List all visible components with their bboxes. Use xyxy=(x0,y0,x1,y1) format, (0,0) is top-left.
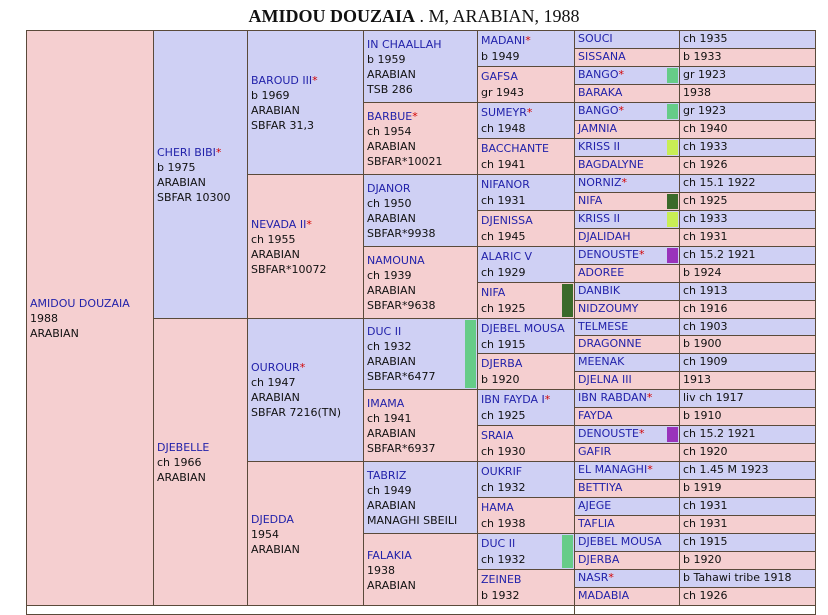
ancestor-name-link[interactable]: IBN FAYDA I xyxy=(481,393,545,407)
ancestor-cell-nevada-ii xyxy=(247,174,364,319)
ancestor-name-link[interactable]: TAFLIA xyxy=(578,517,615,531)
ancestor-cell-duc-ii xyxy=(477,533,575,570)
ancestor-info-line: ch 1931 xyxy=(481,193,526,207)
ancestor-cell-djerba xyxy=(574,551,680,570)
ancestor-info: ch 1920 xyxy=(683,445,728,459)
ancestor-info-cell xyxy=(679,461,816,480)
ancestor-info-cell xyxy=(679,353,816,372)
ancestor-name-link[interactable]: NIFA xyxy=(481,285,506,299)
star-marker: * xyxy=(312,73,318,87)
ancestor-cell-ibn-rabdan xyxy=(574,389,680,408)
ancestor-name-link[interactable]: NEVADA II xyxy=(251,217,307,231)
ancestor-info-cell xyxy=(679,138,816,157)
ancestor-info-line: ch 1932 xyxy=(481,553,526,567)
ancestor-info-line: SBFAR*6937 xyxy=(367,442,436,456)
ancestor-name-link[interactable]: OUKRIF xyxy=(481,465,523,479)
ancestor-name-link[interactable]: NAMOUNA xyxy=(367,253,425,267)
ancestor-info-line: ch 1955 xyxy=(251,232,296,246)
ancestor-cell-baroud-iii xyxy=(247,30,364,175)
ancestor-name-link[interactable]: SUMEYR xyxy=(481,105,527,119)
ancestor-info: ch 1903 xyxy=(683,319,728,333)
ancestor-name-link[interactable]: IMAMA xyxy=(367,397,405,411)
ancestor-cell-cheri-bibi xyxy=(153,30,248,319)
ancestor-name-link[interactable]: DJANOR xyxy=(367,181,411,195)
ancestor-name-link[interactable]: BAROUD III xyxy=(251,73,313,87)
ancestor-info-line: ARABIAN xyxy=(367,139,416,153)
ancestor-info: liv ch 1917 xyxy=(683,391,744,405)
ancestor-name-link[interactable]: BARBUE xyxy=(367,109,413,123)
ancestor-info-line: ch 1947 xyxy=(251,376,296,390)
ancestor-info-line: ch 1915 xyxy=(481,337,526,351)
ancestor-info-line: ARABIAN xyxy=(251,542,300,556)
ancestor-info-line: ARABIAN xyxy=(367,283,416,297)
ancestor-name-link[interactable]: SRAIA xyxy=(481,429,514,443)
ancestor-info-cell xyxy=(679,407,816,426)
star-marker: * xyxy=(412,109,418,123)
ancestor-info-line: SBFAR*9638 xyxy=(367,298,436,312)
ancestor-name-link[interactable]: AJEGE xyxy=(578,499,612,513)
horse-details-title: . M, ARABIAN, 1988 xyxy=(414,6,580,26)
ancestor-cell-bacchante xyxy=(477,138,575,175)
ancestor-info: 1938 xyxy=(683,85,711,99)
ancestor-cell-zeineb xyxy=(477,569,575,606)
ancestor-cell-djanor xyxy=(363,174,478,247)
ancestor-cell-ourour xyxy=(247,318,364,463)
ancestor-info-line: ch 1941 xyxy=(481,157,526,171)
ancestor-name-link[interactable]: GAFIR xyxy=(578,445,612,459)
ancestor-name-link[interactable]: NASR xyxy=(578,571,609,585)
ancestor-cell-barbue xyxy=(363,102,478,175)
ancestor-info-line: ch 1945 xyxy=(481,229,526,243)
ancestor-name-link[interactable]: DJEBEL MOUSA xyxy=(481,321,565,335)
ancestor-info: ch 1926 xyxy=(683,157,728,171)
ancestor-info-cell xyxy=(679,210,816,229)
ancestor-info: b 1933 xyxy=(683,49,722,63)
ancestor-name-link[interactable]: DRAGONNE xyxy=(578,337,642,351)
ancestor-info-line: ARABIAN xyxy=(367,211,416,225)
ancestor-info: ch 1940 xyxy=(683,121,728,135)
ancestor-name-link[interactable]: TELMESE xyxy=(578,319,629,333)
ancestor-info: ch 1933 xyxy=(683,211,728,225)
ancestor-cell-djebelle xyxy=(153,318,248,607)
ancestor-info-line: ARABIAN xyxy=(367,499,416,513)
ancestor-info-line: ch 1954 xyxy=(367,124,412,138)
ancestor-cell-ajege xyxy=(574,497,680,516)
ancestor-info-line: ch 1948 xyxy=(481,121,526,135)
ancestor-cell-fayda xyxy=(574,407,680,426)
ancestor-name-link[interactable]: DUC II xyxy=(481,537,516,551)
ancestor-cell-falakia xyxy=(363,533,478,606)
pedigree-table xyxy=(26,0,815,605)
star-marker: * xyxy=(639,247,645,261)
ancestor-info-line: 1988 xyxy=(30,312,58,325)
ancestor-info-line: ch 1925 xyxy=(481,301,526,315)
ancestor-info-line: ARABIAN xyxy=(367,427,416,441)
ancestor-info-line: SBFAR 10300 xyxy=(157,190,231,204)
ancestor-info: ch 1935 xyxy=(683,32,728,45)
ancestor-cell-kriss-ii xyxy=(574,138,680,157)
ancestor-info-cell xyxy=(679,587,816,606)
ancestor-info-cell xyxy=(679,551,816,570)
ancestor-info-cell xyxy=(679,533,816,552)
ancestor-info: ch 1909 xyxy=(683,355,728,369)
ancestor-info: ch 15.2 1921 xyxy=(683,247,756,261)
ancestor-cell-djalidah xyxy=(574,228,680,247)
ancestor-cell-sissana xyxy=(574,48,680,67)
ancestor-info-line: ch 1932 xyxy=(481,481,526,495)
ancestor-cell-djelna-iii xyxy=(574,371,680,390)
ancestor-info-line: SBFAR 31,3 xyxy=(251,118,315,132)
ancestor-info-line: b 1975 xyxy=(157,160,196,174)
ancestor-name-link[interactable]: MEENAK xyxy=(578,355,625,369)
ancestor-cell-bettiya xyxy=(574,479,680,498)
star-marker: * xyxy=(639,427,645,441)
ancestor-cell-in-chaallah xyxy=(363,30,478,103)
ancestor-info-cell xyxy=(679,515,816,534)
inbreeding-marker-icon xyxy=(667,248,678,263)
ancestor-info: ch 1931 xyxy=(683,229,728,243)
ancestor-info-line: ch 1929 xyxy=(481,265,526,279)
ancestor-info: ch 1925 xyxy=(683,193,728,207)
ancestor-cell-norniz xyxy=(574,174,680,193)
ancestor-info-line: ch 1939 xyxy=(367,268,412,282)
inbreeding-marker-icon xyxy=(667,427,678,442)
star-marker: * xyxy=(608,571,614,585)
ancestor-info-cell xyxy=(679,120,816,139)
ancestor-name-link[interactable]: DJEDDA xyxy=(251,512,294,526)
star-marker: * xyxy=(526,105,533,119)
ancestor-name-link[interactable]: SOUCI xyxy=(578,32,613,45)
ancestor-name-link[interactable]: FALAKIA xyxy=(367,548,412,562)
ancestor-name-link[interactable]: DJENISSA xyxy=(481,213,533,227)
ancestor-info: ch 1933 xyxy=(683,139,728,153)
next-section-strip xyxy=(574,605,816,615)
ancestor-name-link[interactable]: MADANI xyxy=(481,34,526,47)
ancestor-info-cell xyxy=(679,443,816,462)
ancestor-name-link[interactable]: DJERBA xyxy=(481,357,523,371)
ancestor-cell-djebel-mousa xyxy=(477,318,575,355)
ancestor-info-line: b 1959 xyxy=(367,52,406,66)
ancestor-name-link[interactable]: DENOUSTE xyxy=(578,247,640,261)
ancestor-info-cell xyxy=(679,389,816,408)
ancestor-info-cell xyxy=(679,318,816,337)
ancestor-info-line: ch 1925 xyxy=(481,409,526,423)
ancestor-name-link[interactable]: BETTIYA xyxy=(578,481,623,495)
ancestor-info: gr 1923 xyxy=(683,67,726,81)
star-marker: * xyxy=(306,217,312,231)
ancestor-cell-hama xyxy=(477,497,575,534)
ancestor-info-line: ch 1938 xyxy=(481,517,526,531)
ancestor-cell-namouna xyxy=(363,246,478,319)
ancestor-info-cell xyxy=(679,156,816,175)
ancestor-cell-ibn-fayda-i xyxy=(477,389,575,426)
ancestor-info: ch 1.45 M 1923 xyxy=(683,463,769,477)
ancestor-info-line: TSB 286 xyxy=(367,82,413,96)
star-marker: * xyxy=(647,463,653,477)
ancestor-name-link[interactable]: ADOREE xyxy=(578,265,625,279)
ancestor-name-link[interactable]: OUROUR xyxy=(251,361,300,375)
inbreeding-marker-icon xyxy=(667,212,678,227)
ancestor-name-link[interactable]: DANBIK xyxy=(578,283,621,297)
ancestor-name-link[interactable]: NIDZOUMY xyxy=(578,301,639,315)
ancestor-info-cell xyxy=(679,102,816,121)
ancestor-info-cell xyxy=(679,48,816,67)
ancestor-info-cell xyxy=(679,425,816,444)
ancestor-cell-el-managhi xyxy=(574,461,680,480)
ancestor-name-link[interactable]: BAGDALYNE xyxy=(578,157,644,171)
ancestor-info: gr 1923 xyxy=(683,103,726,117)
ancestor-info-line: ARABIAN xyxy=(30,327,79,340)
next-section-strip xyxy=(26,605,575,615)
ancestor-info: ch 15.1 1922 xyxy=(683,175,756,189)
inbreeding-marker-icon xyxy=(562,535,573,568)
ancestor-info-cell xyxy=(679,335,816,354)
ancestor-info: ch 1913 xyxy=(683,283,728,297)
ancestor-info-line: ch 1941 xyxy=(367,412,412,426)
ancestor-cell-denouste xyxy=(574,246,680,265)
ancestor-cell-bango xyxy=(574,102,680,121)
ancestor-cell-baraka xyxy=(574,84,680,103)
ancestor-cell-tabriz xyxy=(363,461,478,534)
ancestor-info: ch 1915 xyxy=(683,535,728,549)
ancestor-name-link[interactable]: GAFSA xyxy=(481,69,518,83)
ancestor-info-line: SBFAR*9938 xyxy=(367,226,436,240)
ancestor-name-link[interactable]: JAMNIA xyxy=(578,121,618,135)
ancestor-cell-bagdalyne xyxy=(574,156,680,175)
ancestor-info-line: MANAGHI SBEILI xyxy=(367,514,458,528)
ancestor-info-line: SBFAR*10072 xyxy=(251,262,327,276)
ancestor-name-link[interactable]: FAYDA xyxy=(578,409,613,423)
ancestor-info-cell xyxy=(679,246,816,265)
ancestor-name-link[interactable]: DJERBA xyxy=(578,553,620,567)
ancestor-name-link[interactable]: AMIDOU DOUZAIA xyxy=(30,297,130,310)
star-marker: * xyxy=(621,175,628,189)
ancestor-info-line: b 1949 xyxy=(481,50,520,63)
ancestor-info-cell xyxy=(679,192,816,211)
ancestor-info: ch 1931 xyxy=(683,499,728,513)
ancestor-cell-duc-ii xyxy=(363,318,478,391)
ancestor-cell-nifa xyxy=(477,282,575,319)
ancestor-info-cell xyxy=(679,30,816,49)
ancestor-info-line: ARABIAN xyxy=(251,103,300,117)
ancestor-name-link[interactable]: DUC II xyxy=(367,325,402,339)
ancestor-name-link[interactable]: BANGO xyxy=(578,67,619,81)
star-marker: * xyxy=(618,67,624,81)
ancestor-name-link[interactable]: NIFANOR xyxy=(481,177,530,191)
ancestor-info: b 1900 xyxy=(683,337,722,351)
ancestor-info-line: ch 1950 xyxy=(367,196,412,210)
star-marker: * xyxy=(525,34,531,47)
ancestor-cell-djedda xyxy=(247,461,364,606)
ancestor-info: ch 1916 xyxy=(683,301,728,315)
ancestor-cell-oukrif xyxy=(477,461,575,498)
ancestor-cell-sraia xyxy=(477,425,575,462)
ancestor-cell-denouste xyxy=(574,425,680,444)
ancestor-cell-gafsa xyxy=(477,66,575,103)
ancestor-info-cell xyxy=(679,84,816,103)
ancestor-info-line: ch 1932 xyxy=(367,340,412,354)
ancestor-name-link[interactable]: BACCHANTE xyxy=(481,141,549,155)
ancestor-info-line: b 1932 xyxy=(481,589,520,603)
ancestor-info-cell xyxy=(679,300,816,319)
ancestor-info: ch 1926 xyxy=(683,589,728,603)
ancestor-cell-meenak xyxy=(574,353,680,372)
horse-name-title: AMIDOU DOUZAIA xyxy=(248,6,415,26)
ancestor-cell-madani xyxy=(477,30,575,67)
ancestor-name-link[interactable]: IN CHAALLAH xyxy=(367,37,442,51)
ancestor-info-cell xyxy=(679,371,816,390)
ancestor-name-link[interactable]: KRISS II xyxy=(578,139,621,153)
ancestor-info-line: ARABIAN xyxy=(367,578,416,592)
ancestor-info-line: 1954 xyxy=(251,527,279,541)
ancestor-name-link[interactable]: DJEBEL MOUSA xyxy=(578,535,662,549)
ancestor-name-link[interactable]: TABRIZ xyxy=(367,469,407,483)
ancestor-info-cell xyxy=(679,497,816,516)
ancestor-cell-kriss-ii xyxy=(574,210,680,229)
ancestor-info-line: ch 1930 xyxy=(481,445,526,459)
ancestor-name-link[interactable]: BARAKA xyxy=(578,85,623,99)
inbreeding-marker-icon xyxy=(667,104,678,119)
ancestor-name-link[interactable]: BANGO xyxy=(578,103,619,117)
ancestor-info-line: ARABIAN xyxy=(251,391,300,405)
ancestor-cell-alaric-v xyxy=(477,246,575,283)
ancestor-info-line: ARABIAN xyxy=(251,247,300,261)
ancestor-cell-imama xyxy=(363,389,478,462)
ancestor-info-cell xyxy=(679,174,816,193)
ancestor-info: 1913 xyxy=(683,373,711,387)
ancestor-cell-souci xyxy=(574,30,680,49)
ancestor-info: b 1910 xyxy=(683,409,722,423)
ancestor-name-link[interactable]: ALARIC V xyxy=(481,249,533,263)
ancestor-cell-nidzoumy xyxy=(574,300,680,319)
ancestor-cell-nifa xyxy=(574,192,680,211)
ancestor-name-link[interactable]: DJALIDAH xyxy=(578,229,631,243)
ancestor-info-line: b 1969 xyxy=(251,88,290,102)
ancestor-cell-sumeyr xyxy=(477,102,575,139)
ancestor-name-link[interactable]: MADABIA xyxy=(578,589,630,603)
star-marker: * xyxy=(544,393,551,407)
ancestor-info-line: ARABIAN xyxy=(157,175,206,189)
ancestor-name-link[interactable]: DJEBELLE xyxy=(157,440,210,454)
ancestor-info-line: 1938 xyxy=(367,563,395,577)
ancestor-cell-nifanor xyxy=(477,174,575,211)
ancestor-info-line: ch 1949 xyxy=(367,484,412,498)
ancestor-name-link[interactable]: CHERI BIBI xyxy=(157,145,216,159)
ancestor-info: b 1924 xyxy=(683,265,722,279)
ancestor-info-line: SBFAR*6477 xyxy=(367,370,436,384)
ancestor-cell-telmese xyxy=(574,318,680,337)
ancestor-name-link[interactable]: KRISS II xyxy=(578,211,621,225)
ancestor-cell-adoree xyxy=(574,264,680,283)
ancestor-info: b 1920 xyxy=(683,553,722,567)
ancestor-info-line: ARABIAN xyxy=(157,470,206,484)
ancestor-info-cell xyxy=(679,569,816,588)
star-marker: * xyxy=(299,361,306,375)
ancestor-info-cell xyxy=(679,264,816,283)
inbreeding-marker-icon xyxy=(465,320,476,389)
ancestor-info-line: gr 1943 xyxy=(481,85,524,99)
ancestor-info-line: SBFAR 7216(TN) xyxy=(251,406,342,420)
ancestor-cell-gafir xyxy=(574,443,680,462)
ancestor-info-cell xyxy=(679,66,816,85)
ancestor-info-cell xyxy=(679,479,816,498)
inbreeding-marker-icon xyxy=(667,68,678,83)
ancestor-info: ch 15.2 1921 xyxy=(683,427,756,441)
ancestor-info: b 1919 xyxy=(683,481,722,495)
ancestor-name-link[interactable]: ZEINEB xyxy=(481,573,522,587)
ancestor-info: ch 1931 xyxy=(683,517,728,531)
inbreeding-marker-icon xyxy=(667,140,678,155)
ancestor-cell-djerba xyxy=(477,353,575,390)
ancestor-info-line: b 1920 xyxy=(481,373,520,387)
ancestor-info-cell xyxy=(679,228,816,247)
ancestor-info-line: ARABIAN xyxy=(367,67,416,81)
inbreeding-marker-icon xyxy=(667,194,678,209)
ancestor-cell-bango xyxy=(574,66,680,85)
star-marker: * xyxy=(646,391,653,405)
ancestor-cell-madabia xyxy=(574,587,680,606)
ancestor-name-link[interactable]: NIFA xyxy=(578,193,603,207)
star-marker: * xyxy=(618,103,624,117)
ancestor-info-line: ARABIAN xyxy=(367,355,416,369)
ancestor-name-link[interactable]: IBN RABDAN xyxy=(578,391,647,405)
inbreeding-marker-icon xyxy=(562,284,573,317)
ancestor-name-link[interactable]: SISSANA xyxy=(578,49,626,63)
ancestor-cell-djebel-mousa xyxy=(574,533,680,552)
ancestor-name-link[interactable]: DENOUSTE xyxy=(578,427,640,441)
ancestor-cell-jamnia xyxy=(574,120,680,139)
ancestor-name-link[interactable]: DJELNA III xyxy=(578,373,632,387)
ancestor-cell-nasr xyxy=(574,569,680,588)
ancestor-cell-dragonne xyxy=(574,335,680,354)
star-marker: * xyxy=(215,145,222,159)
ancestor-name-link[interactable]: NORNIZ xyxy=(578,175,622,189)
ancestor-name-link[interactable]: HAMA xyxy=(481,501,514,515)
ancestor-name-link[interactable]: EL MANAGHI xyxy=(578,463,648,477)
ancestor-info: b Tahawi tribe 1918 xyxy=(683,571,792,585)
ancestor-info-cell xyxy=(679,282,816,301)
ancestor-info-line: SBFAR*10021 xyxy=(367,154,443,168)
ancestor-cell-djenissa xyxy=(477,210,575,247)
ancestor-cell-amidou-douzaia xyxy=(26,30,154,606)
ancestor-cell-taflia xyxy=(574,515,680,534)
ancestor-cell-danbik xyxy=(574,282,680,301)
ancestor-info-line: ch 1966 xyxy=(157,455,202,469)
